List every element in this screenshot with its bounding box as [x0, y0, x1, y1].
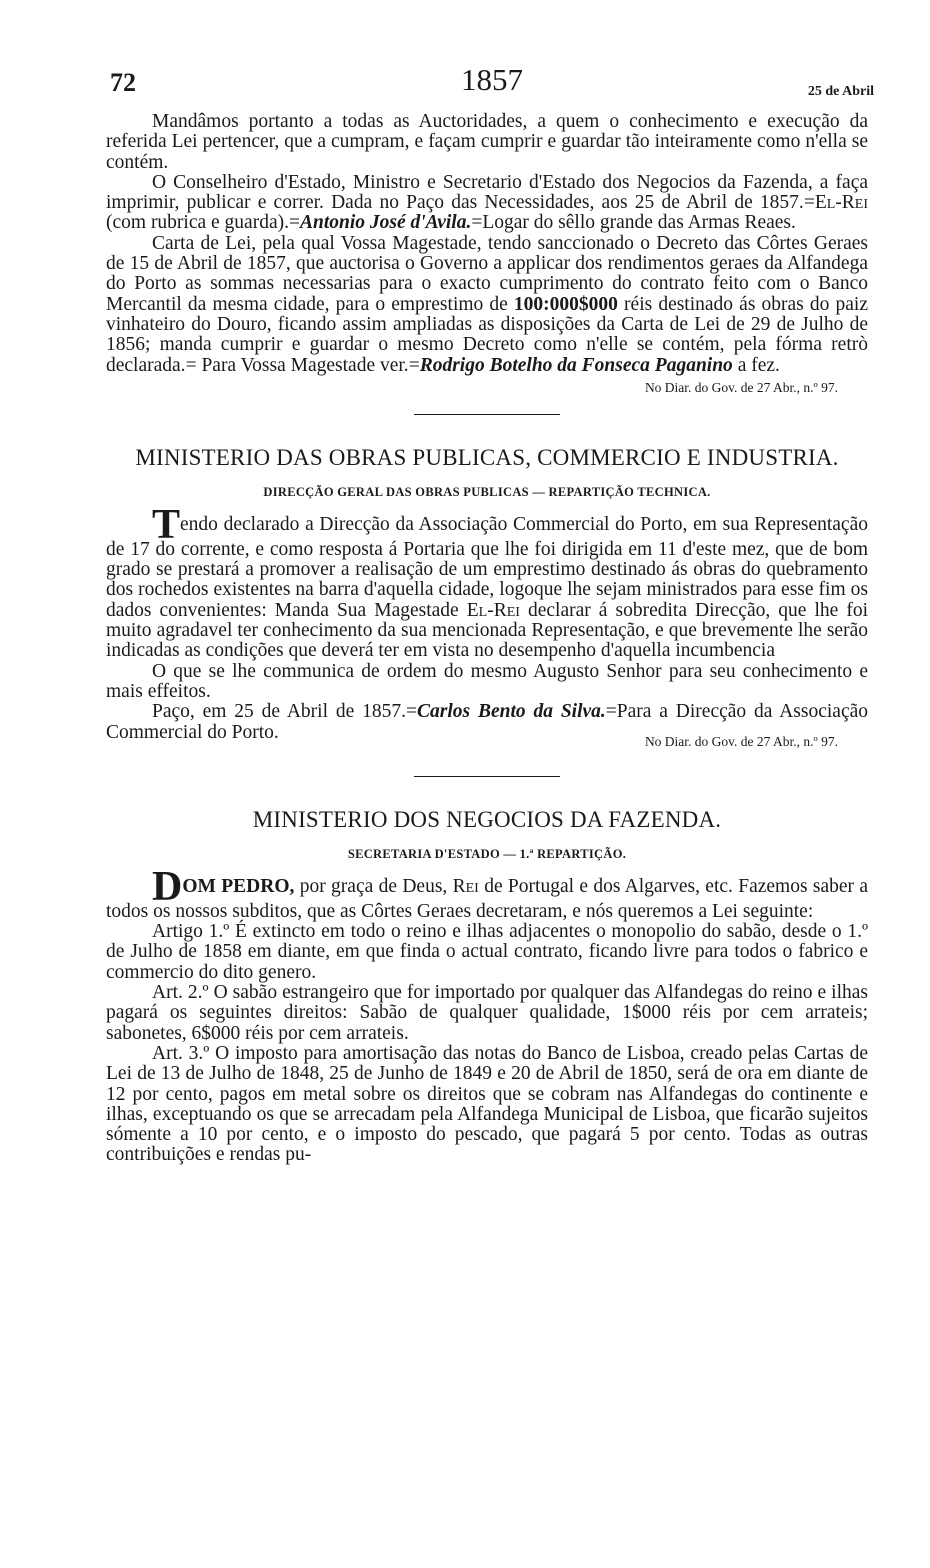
page-number: 72 — [110, 68, 136, 97]
king-name: OM PEDRO, — [182, 875, 295, 897]
drop-cap: D — [152, 863, 183, 910]
page-year: 1857 — [461, 62, 523, 97]
section-divider — [414, 776, 560, 777]
article: Art. 2.º O sabão estrangeiro que for importado por qualquer das Alfandegas do reino e ilhas pagará os seguintes direitos: Sabão de qualquer qualidade, 1$000 réis por cem arrateis; sabonetes, 6$000 réis por cem arrateis. — [106, 982, 868, 1044]
source-citation: No Diar. do Gov. de 27 Abr., n.º 97. — [644, 733, 838, 749]
page-header — [110, 62, 874, 102]
paragraph: O Conselheiro d'Estado, Ministro e Secretario d'Estado dos Negocios da Fazenda, a faça imprimir, publicar e correr. Dada no Paço das Necessidades, aos 25 de Abril de 1857.=El-Rei (com rubrica e guarda).=Antonio José d'Avila.=Logar do sêllo grande das Armas Reaes. — [106, 171, 868, 234]
page-date: 25 de Abril — [807, 84, 874, 99]
page-content — [106, 112, 868, 1166]
paragraph: O que se lhe communica de ordem do mesmo Augusto Senhor para seu conhecimento e mais effeitos. — [106, 660, 868, 702]
signature-block — [106, 702, 868, 752]
signatory-name: Rodrigo Botelho da Fonseca Paganino — [419, 354, 733, 376]
article: Artigo 1.º É extincto em todo o reino e ilhas adjacentes o monopolio do sabão, desde o 1.º de Julho de 1858 em diante, em que finda o actual contrato, ficando livre para todos o fabrico e commercio do dito genero. — [106, 921, 868, 983]
king-title: El-Rei — [466, 599, 520, 621]
article: Art. 3.º O imposto para amortisação das notas do Banco de Lisboa, creado pelas Cartas de Lei de 13 de Julho de 1848, 25 de Junho de 1849 e 20 de Abril de 1850, será de ora em diante de 12 por cento, pagos em metal sobre os direitos que se cobram nas Alfandegas do continente e ilhas, exceptuando os que se arrecadam pela Alfandega Municipal de Lisboa, que ficarão sujeitos sómente a 10 por cento, e o imposto do pescado, que pagará 5 por cento. Todas as outras contribuições e rendas pu- — [106, 1042, 868, 1166]
paragraph: Carta de Lei, pela qual Vossa Magestade, tendo sanccionado o Decreto das Côrtes Geraes de 15 de Abril de 1857, que auctorisa o Governo a applicar dos rendimentos geraes da Alfandega do Porto as sommas necessarias para o exacto cumprimento do contrato feito com o Banco Mercantil da mesma cidade, para o emprestimo de 100:000$000 réis destinado ás obras do paiz vinhateiro do Douro, ficando assim ampliadas as disposições da Carta de Lei de 29 de Julho de 1856; manda cumprir e guardar o mesmo Decreto como n'elle se contém, pela fórma retrò declarada.= Para Vossa Magestade ver.=Rodrigo Botelho da Fonseca Paganino a fez. — [106, 232, 868, 376]
section-title: MINISTERIO DAS OBRAS PUBLICAS, COMMERCIO E INDUSTRIA. — [135, 444, 839, 470]
paragraph: Tendo declarado a Direcção da Associação Commercial do Porto, em sua Representação de 17 do corrente, e como resposta á Portaria que lhe foi dirigida em 11 d'este mez, que de bom grado se prestará a promover a realisação de um emprestimo destinado ás obras do quebramento dos rochedos existentes na barra d'aquella cidade, logoque lhe sejam ministrados para esse fim os dados convenientes: Manda Sua Magestade El-Rei declarar á sobredita Direcção, que lhe foi muito agradavel ter conhecimento da sua mencionada Representação, e que brevemente lhe serão indicadas as condições que deverá ter em vista no desempenho d'aquella incumbencia — [106, 501, 868, 662]
drop-cap: T — [152, 501, 181, 548]
paragraph: Paço, em 25 de Abril de 1857.=Carlos Bento da Silva.=Para a Direcção da Associação Commercial do Porto. No Diar. do Gov. de 27 Abr., n.º 97. — [106, 702, 868, 743]
king-title: Rei — [452, 875, 479, 897]
section-divider — [414, 414, 560, 415]
amount: 100:000$000 — [513, 293, 618, 315]
section-subtitle: SECRETARIA D'ESTADO — 1.ª REPARTIÇÃO. — [347, 846, 627, 861]
section-subtitle: DIRECÇÃO GERAL DAS OBRAS PUBLICAS — REPARTIÇÃO TECHNICA. — [263, 484, 711, 499]
paragraph: DOM PEDRO, por graça de Deus, Rei de Portugal e dos Algarves, etc. Fazemos saber a todos os nossos subditos, que as Côrtes Geraes decretaram, e nós queremos a Lei seguinte: — [106, 863, 869, 922]
king-title: El-Rei — [814, 192, 868, 214]
source-citation: No Diar. do Gov. de 27 Abr., n.º 97. — [644, 379, 838, 395]
section-title: MINISTERIO DOS NEGOCIOS DA FAZENDA. — [252, 806, 722, 832]
signatory-name: Carlos Bento da Silva. — [417, 701, 606, 723]
paragraph: Mandâmos portanto a todas as Auctoridades, a quem o conhecimento e execução da referida Lei pertencer, que a cumpram, e façam cumprir e guardar tão inteiramente como n'ella se contém. — [106, 111, 868, 173]
signatory-name: Antonio José d'Avila. — [299, 212, 472, 234]
